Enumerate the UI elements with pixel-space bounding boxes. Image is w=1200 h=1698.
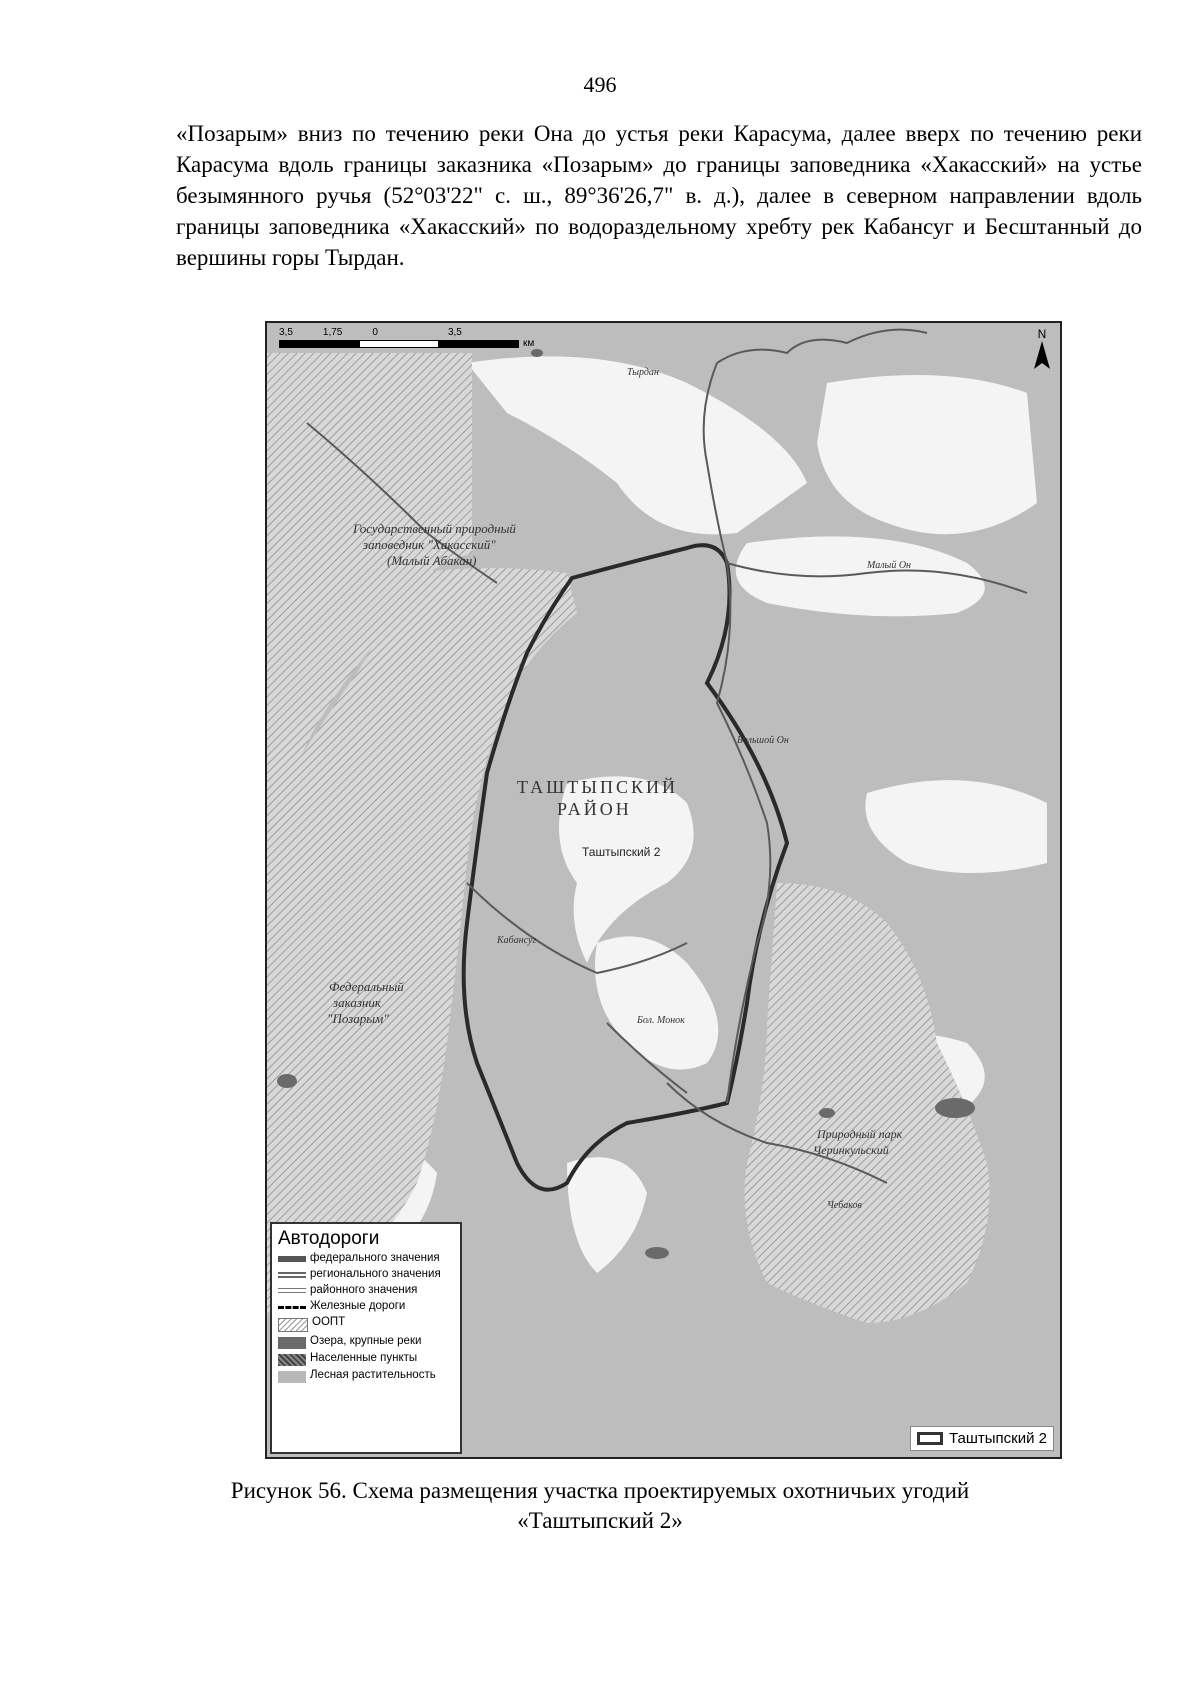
settlement-symbol: [278, 1354, 306, 1366]
zakaznik-label-3: "Позарым": [327, 1011, 389, 1026]
zakaznik-label-1: Федеральный: [329, 979, 404, 994]
north-arrow-icon: [1034, 341, 1050, 369]
body-paragraph: «Позарым» вниз по течению реки Она до устья реки Карасума, далее вверх по течению реки Карасума вдоль границы заказника «Позарым» до границы заповедника «Хакасский» на устье безымянного ручья (52°03'22" с. ш., 89°36'26,7" в. д.), далее в северном направлении вдоль границы заповедника «Хакасский» по водораздельному хребту рек Кабансуг и Бесштанный до вершины горы Тырдан.: [176, 121, 1142, 270]
plot-label: Таштыпский 2: [582, 845, 661, 859]
railway-symbol: [278, 1306, 306, 1309]
scale-bar: [279, 327, 534, 349]
figure-caption: [0, 1476, 1200, 1536]
zakaznik-label-2: заказник: [333, 995, 381, 1010]
legend-label: федерального значения: [310, 1252, 440, 1264]
scale-tick-4: 3,5: [447, 327, 462, 338]
scale-tick-3: 0: [372, 327, 378, 338]
scale-tick-2: 1,75: [322, 327, 343, 338]
north-arrow: [1034, 327, 1050, 369]
legend-label: регионального значения: [310, 1268, 441, 1280]
legend-label: Лесная растительность: [310, 1369, 436, 1381]
district-road-symbol: [278, 1288, 306, 1293]
region-label-2: РАЙОН: [557, 799, 632, 819]
map-legend: [270, 1222, 462, 1454]
caption-line-1: Рисунок 56. Схема размещения участка проектируемых охотничьих угодий: [230, 1478, 970, 1503]
federal-road-symbol: [278, 1256, 306, 1262]
regional-road-symbol: [278, 1272, 306, 1278]
legend-label: ООПТ: [312, 1316, 346, 1328]
legend-label: Озера, крупные реки: [310, 1335, 422, 1347]
legend-item: [278, 1352, 454, 1366]
north-label: N: [1037, 327, 1047, 341]
legend-item: [278, 1252, 454, 1265]
scale-tick-1: 3,5: [279, 327, 293, 338]
river-label-chebakov: Чебаков: [827, 1200, 862, 1211]
legend-item: [278, 1284, 454, 1297]
reserve-label-1: Государственный природный: [353, 521, 516, 536]
river-label-maly-on: Малый Он: [867, 560, 912, 571]
park-label-1: Природный парк: [817, 1127, 903, 1141]
plot-boundary-symbol: [917, 1432, 943, 1445]
legend-item: [278, 1369, 454, 1383]
park-label-2: Черинкульский: [813, 1143, 889, 1157]
forest-symbol: [278, 1371, 306, 1383]
plot-legend: [910, 1426, 1054, 1451]
river-label-bol-monok: Бол. Монок: [637, 1015, 685, 1026]
river-label-tyrdan: Тырдан: [627, 367, 659, 378]
legend-label: Железные дороги: [310, 1300, 406, 1312]
region-label-1: ТАШТЫПСКИЙ: [517, 777, 678, 797]
plot-legend-label: Таштыпский 2: [949, 1430, 1047, 1447]
legend-title: Автодороги: [278, 1228, 380, 1249]
map-figure: [265, 321, 1062, 1459]
river-label-kabansug: Кабансуг: [497, 935, 537, 946]
legend-item: [278, 1335, 454, 1349]
reserve-label-3: (Малый Абакан): [387, 553, 477, 568]
scale-unit: км: [523, 338, 535, 349]
legend-label: Населенные пункты: [310, 1352, 418, 1364]
legend-label: районного значения: [310, 1284, 418, 1296]
legend-item: [278, 1268, 454, 1281]
legend-item: [278, 1300, 454, 1313]
legend-item: [278, 1316, 454, 1332]
oopt-symbol: [278, 1318, 308, 1332]
river-label-bolshoy-on: Большой Он: [737, 735, 789, 746]
lake-symbol: [278, 1337, 306, 1349]
page-number: 496: [583, 72, 617, 97]
reserve-label-2: заповедник "Хакасский": [363, 537, 496, 552]
caption-line-2: «Таштыпский 2»: [517, 1508, 683, 1533]
